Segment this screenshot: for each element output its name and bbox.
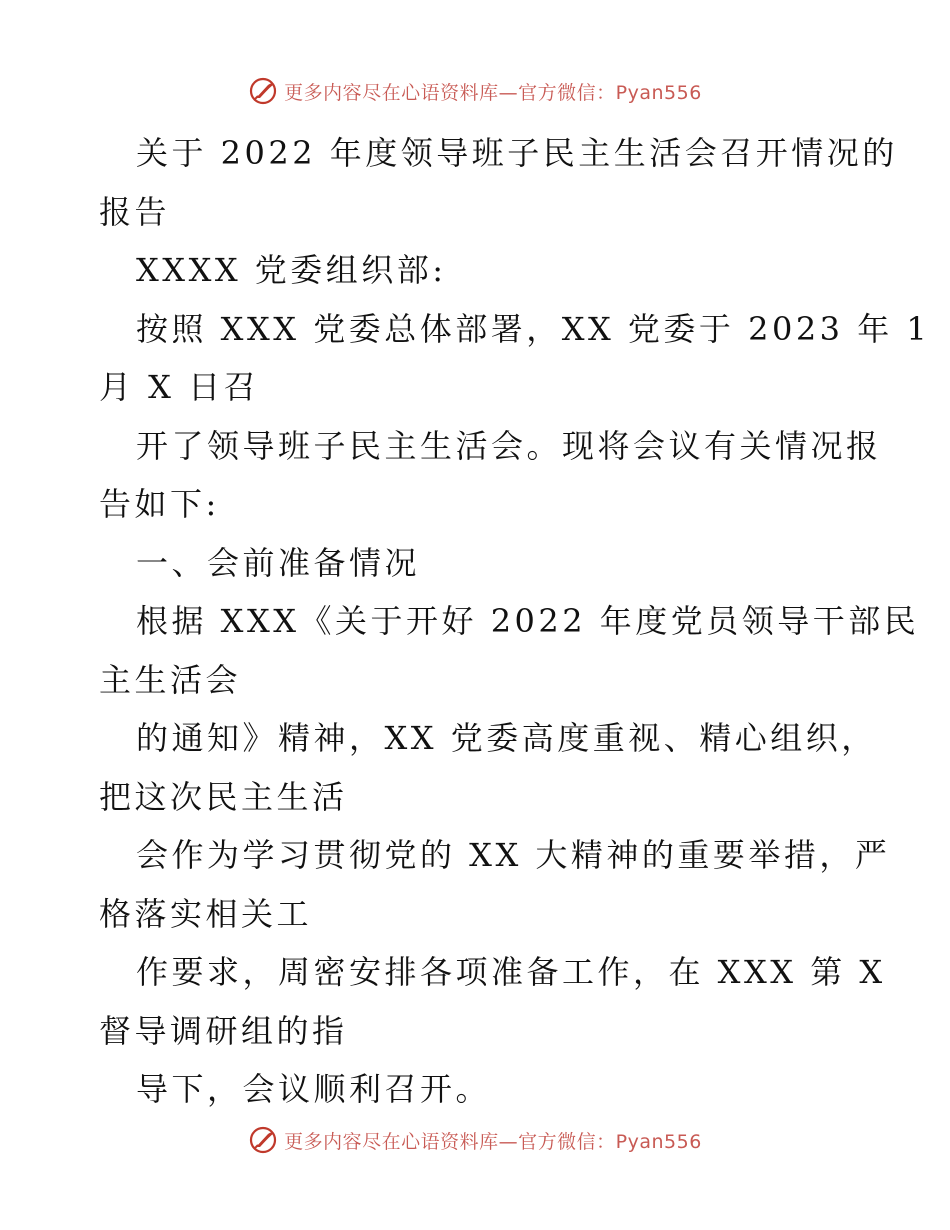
paragraph-line: 根据 XXX《关于开好 2022 年度党员领导干部民 — [136, 602, 920, 640]
paragraph-line: 关于 2022 年度领导班子民主生活会召开情况的 — [136, 134, 898, 172]
body-paragraph — [99, 1060, 859, 1119]
body-paragraph — [99, 709, 877, 826]
paragraph-line: 开了领导班子民主生活会。现将会议有关情况报 — [136, 426, 882, 465]
header-watermark-banner — [0, 71, 950, 111]
paragraph-line: 月 X 日召 — [99, 368, 260, 406]
paragraph-line: 报告 — [99, 192, 171, 231]
paragraph-line: 作要求，周密安排各项准备工作，在 XXX 第 X — [136, 953, 886, 991]
header-banner-text: 更多内容尽在心语资料库—官方微信：Pyan556 — [284, 81, 702, 104]
recipient-line — [99, 241, 859, 300]
paragraph-line: 一、会前准备情况 — [136, 543, 421, 582]
paragraph-line: 导下，会议顺利召开。 — [136, 1070, 492, 1108]
paragraph-line: 督导调研组的指 — [99, 1011, 348, 1050]
paragraph-line: 告如下: — [99, 485, 220, 523]
footer-banner-text: 更多内容尽在心语资料库—官方微信：Pyan556 — [284, 1130, 702, 1153]
paragraph-line: 格落实相关工 — [99, 894, 313, 933]
body-paragraph — [99, 300, 931, 417]
paragraph-line: 按照 XXX 党委总体部署，XX 党委于 2023 年 1 — [136, 309, 931, 348]
footer-watermark-banner — [0, 1120, 950, 1160]
paragraph-line: XXXX 党委组织部: — [136, 251, 447, 289]
paragraph-line: 会作为学习贯彻党的 XX 大精神的重要举措，严 — [136, 836, 891, 874]
body-paragraph — [99, 417, 882, 534]
body-paragraph — [99, 592, 920, 709]
quill-logo-icon — [248, 1125, 278, 1155]
paragraph-line: 的通知》精神，XX 党委高度重视、精心组织， — [136, 719, 877, 757]
document-title — [99, 124, 898, 241]
body-paragraph — [99, 826, 891, 943]
body-paragraph — [99, 943, 886, 1060]
quill-logo-icon — [248, 76, 278, 106]
document-body — [99, 124, 931, 1119]
paragraph-line: 主生活会 — [99, 660, 242, 699]
paragraph-line: 把这次民主生活 — [99, 777, 348, 816]
section-heading — [99, 534, 859, 593]
